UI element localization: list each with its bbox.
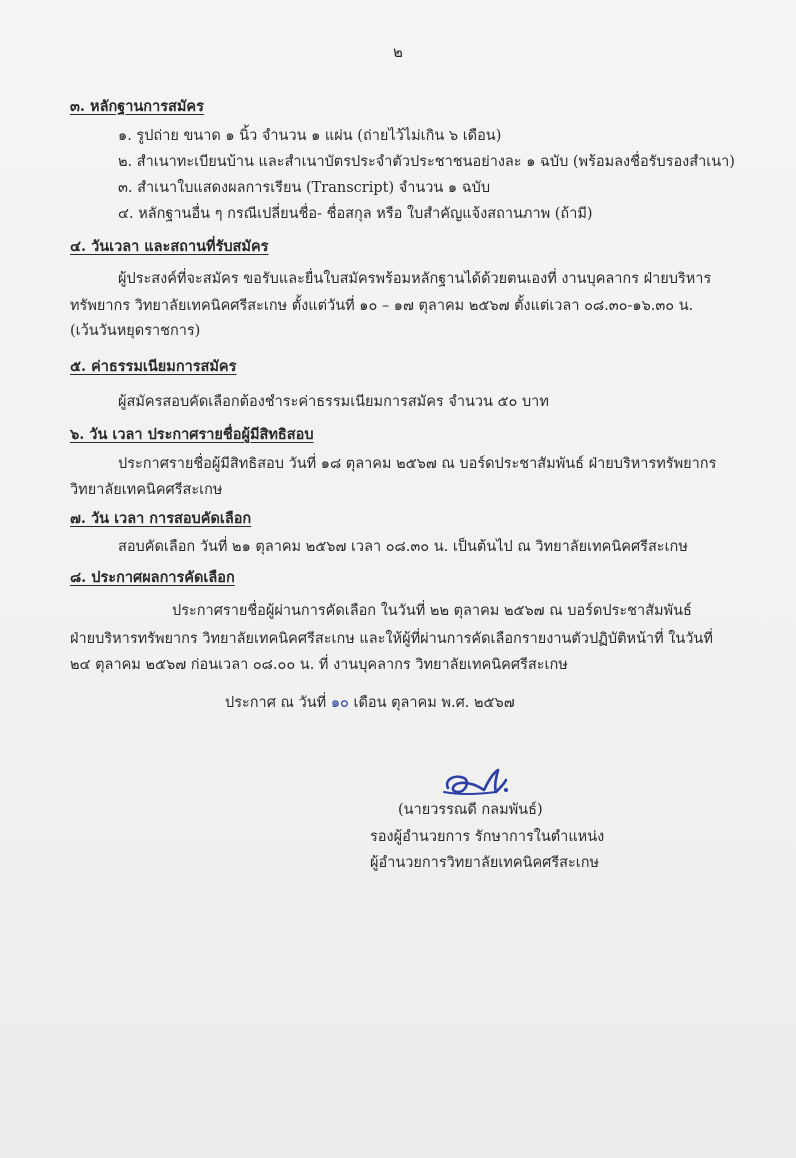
s8-line-3: ๒๔ ตุลาคม ๒๕๖๗ ก่อนเวลา ๐๘.๐๐ น. ที่ งานบุคลากร วิทยาลัยเทคนิคศรีสะเกษ bbox=[70, 657, 568, 673]
page-number: ๒ bbox=[393, 43, 403, 61]
signatory-position-1: รองผู้อำนวยการ รักษาการในตำแหน่ง bbox=[370, 829, 605, 845]
s7-line-1: สอบคัดเลือก วันที่ ๒๑ ตุลาคม ๒๕๖๗ เวลา ๐๘.๓๐ น. เป็นต้นไป ณ วิทยาลัยเทคนิคศรีสะเกษ bbox=[118, 539, 688, 555]
signatory-name: (นายวรรณดี กลมพันธ์) bbox=[398, 802, 543, 818]
s6-line-2: วิทยาลัยเทคนิคศรีสะเกษ bbox=[70, 482, 223, 498]
announcement-date bbox=[225, 694, 515, 712]
section-8-heading: ๘. ประกาศผลการคัดเลือก bbox=[70, 569, 235, 586]
signatory-position-2: ผู้อำนวยการวิทยาลัยเทคนิคศรีสะเกษ bbox=[370, 855, 600, 871]
section-4-heading: ๔. วันเวลา และสถานที่รับสมัคร bbox=[70, 238, 269, 255]
s4-line-3: (เว้นวันหยุดราชการ) bbox=[70, 323, 201, 339]
s3-item-4: ๔. หลักฐานอื่น ๆ กรณีเปลี่ยนชื่อ- ชื่อสกุล หรือ ใบสำคัญแจ้งสถานภาพ (ถ้ามี) bbox=[118, 206, 593, 222]
s4-line-1: ผู้ประสงค์ที่จะสมัคร ขอรับและยื่นใบสมัครพร้อมหลักฐานได้ด้วยตนเองที่ งานบุคลากร ฝ่ายบริหาร bbox=[118, 271, 712, 287]
announcement-prefix: ประกาศ ณ วันที่ bbox=[225, 695, 327, 711]
announcement-suffix: เดือน ตุลาคม พ.ศ. ๒๕๖๗ bbox=[353, 695, 515, 711]
section-6-heading: ๖. วัน เวลา ประกาศรายชื่อผู้มีสิทธิสอบ bbox=[70, 426, 314, 443]
section-7-heading: ๗. วัน เวลา การสอบคัดเลือก bbox=[70, 510, 252, 527]
s3-item-3: ๓. สำเนาใบแสดงผลการเรียน (Transcript) จำนวน ๑ ฉบับ bbox=[118, 180, 491, 196]
s4-line-2: ทรัพยากร วิทยาลัยเทคนิคศรีสะเกษ ตั้งแต่วันที่ ๑๐ – ๑๗ ตุลาคม ๒๕๖๗ ตั้งแต่เวลา ๐๘.๓๐-๑๖.๓๐ น. bbox=[70, 298, 694, 314]
section-3-heading: ๓. หลักฐานการสมัคร bbox=[70, 98, 204, 115]
s8-line-1: ประกาศรายชื่อผู้ผ่านการคัดเลือก ในวันที่ ๒๒ ตุลาคม ๒๕๖๗ ณ บอร์ดประชาสัมพันธ์ bbox=[172, 603, 692, 619]
announcement-day: ๑๐ bbox=[330, 695, 349, 711]
s3-item-2: ๒. สำเนาทะเบียนบ้าน และสำเนาบัตรประจำตัวประชาชนอย่างละ ๑ ฉบับ (พร้อมลงชื่อรับรองสำเนา) bbox=[118, 154, 735, 170]
s5-line-1: ผู้สมัครสอบคัดเลือกต้องชำระค่าธรรมเนียมการสมัคร จำนวน ๕๐ บาท bbox=[118, 394, 549, 410]
s8-line-2: ฝ่ายบริหารทรัพยากร วิทยาลัยเทคนิคศรีสะเกษ และให้ผู้ที่ผ่านการคัดเลือกรายงานตัวปฏิบัติหน้าที่ ในวันที่ bbox=[70, 631, 713, 647]
section-5-heading: ๕. ค่าธรรมเนียมการสมัคร bbox=[70, 358, 237, 375]
signature-mark bbox=[440, 762, 530, 800]
s6-line-1: ประกาศรายชื่อผู้มีสิทธิสอบ วันที่ ๑๘ ตุลาคม ๒๕๖๗ ณ บอร์ดประชาสัมพันธ์ ฝ่ายบริหารทรัพยากร bbox=[118, 456, 717, 472]
s3-item-1: ๑. รูปถ่าย ขนาด ๑ นิ้ว จำนวน ๑ แผ่น (ถ่ายไว้ไม่เกิน ๖ เดือน) bbox=[118, 128, 502, 144]
